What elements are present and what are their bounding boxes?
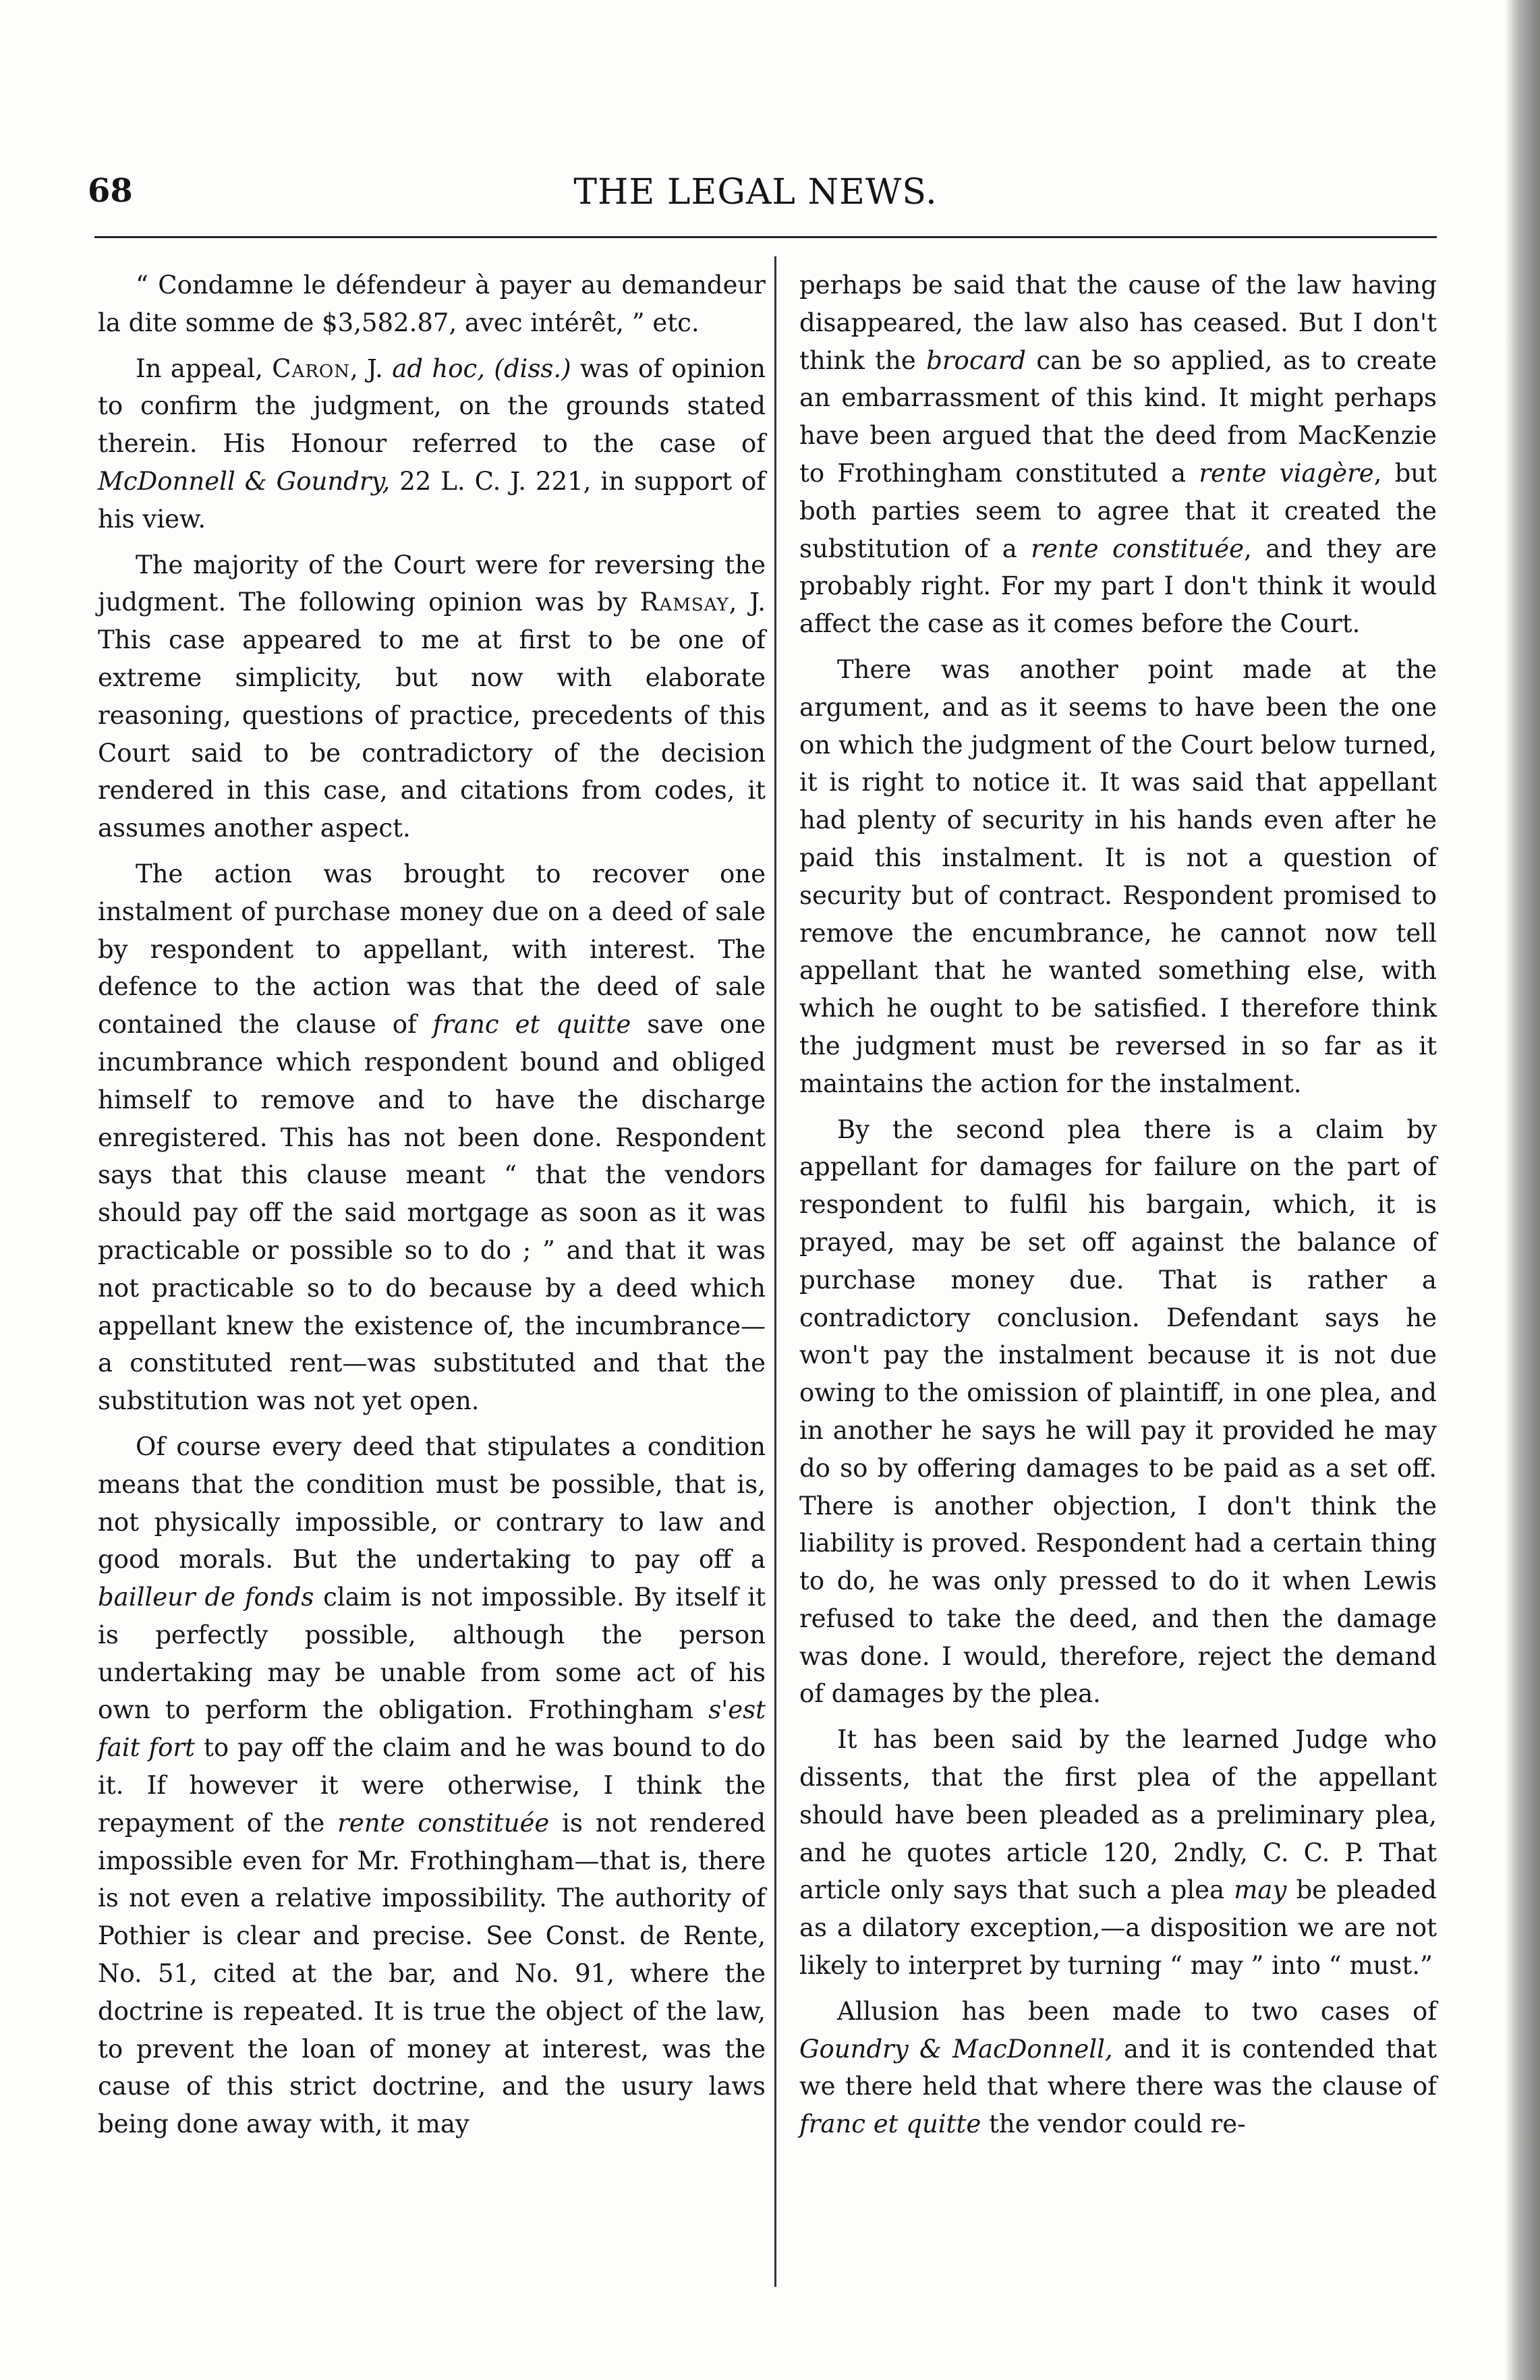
scan-edge-shadow: [1505, 0, 1540, 2380]
paragraph: By the second plea there is a claim by appellant for damages for failure on the part of respondent to fulfil his bargain, which, it is prayed, may be set off against the balance of purchase money due. That is rather a contradictory conclusion. Defendant says he won't pay the instalment because it is not due owing to the omission of plaintiff, in one plea, and in another he says he will pay it provided he may do so by offering damages to be paid as a set off. There is another objection, I don't think the liability is proved. Respondent had a certain thing to do, he was only pressed to do it when Lewis refused to take the deed, and then the damage was done. I would, therefore, reject the demand of damages by the plea.: [799, 1114, 1437, 1709]
paragraph: Of course every deed that stipulates a condition means that the condition must be possible, that is, not physically impossible, or contrary to law and good morals. But the undertaking to pay off a bailleur de fonds claim is not impossible. By itself it is perfectly possible, although the person undertaking may be unable from some act of his own to perform the obligation. Frothingham s'est fait fort to pay off the claim and he was bound to do it. If however it were otherwise, I think the repayment of the rente constituée is not rendered impossible even for Mr. Frothingham—that is, there is not even a relative impossibility. The authority of Pothier is clear and precise. See Const. de Rente, No. 51, cited at the bar, and No. 91, where the doctrine is repeated. It is true the object of the law, to prevent the loan of money at interest, was the cause of this strict doctrine, and the usury laws being done away with, it may: [98, 1432, 766, 2139]
paragraph: There was another point made at the argument, and as it seems to have been the one on which the judgment of the Court below turned, it is right to notice it. It was said that appellant had plenty of security in his hands even after he paid this instalment. It is not a question of security but of contract. Respondent promised to remove the encumbrance, he cannot now tell appellant that he wanted something else, with which he ought to be satisfied. I therefore think the judgment must be reversed in so far as it maintains the action for the instalment.: [799, 654, 1437, 1098]
paragraph: “ Condamne le défendeur à payer au demandeur la dite somme de $3,582.87, avec intérêt, ” etc.: [98, 271, 766, 337]
column-divider: [774, 256, 776, 2287]
header-rule: [94, 236, 1437, 238]
paragraph: It has been said by the learned Judge who dissents, that the first plea of the appellant should have been pleaded as a preliminary plea, and he quotes article 120, 2ndly, C. C. P. That article only says that such a plea may be pleaded as a dilatory exception,—a disposition we are not likely to interpret by turning “ may ” into “ must.”: [799, 1725, 1437, 1981]
left-column: [98, 266, 766, 2151]
paragraph: In appeal, Caron, J. ad hoc, (diss.) was of opinion to confirm the judgment, on the grounds stated therein. His Honour referred to the case of McDonnell & Goundry, 22 L. C. J. 221, in support of his view.: [98, 353, 766, 534]
paragraph: The majority of the Court were for reversing the judgment. The following opinion was by Ramsay, J. This case appeared to me at first to be one of extreme simplicity, but now with elaborate reasoning, questions of practice, precedents of this Court said to be contradictory of the decision rendered in this case, and citations from codes, it assumes another aspect.: [98, 550, 766, 843]
right-column: [799, 266, 1437, 2151]
paragraph: perhaps be said that the cause of the law having disappeared, the law also has ceased. But I don't think the brocard can be so applied, as to create an embarrassment of this kind. It might perhaps have been argued that the deed from MacKenzie to Frothingham constituted a rente viagère, but both parties seem to agree that it created the substitution of a rente constituée, and they are probably right. For my part I don't think it would affect the case as it comes before the Court.: [799, 271, 1437, 639]
paragraph: The action was brought to recover one instalment of purchase money due on a deed of sale by respondent to appellant, with interest. The defence to the action was that the deed of sale contained the clause of franc et quitte save one incumbrance which respondent bound and obliged himself to remove and to have the discharge enregistered. This has not been done. Respondent says that this clause meant “ that the vendors should pay off the said mortgage as soon as it was practicable or possible so to do ; ” and that it was not practicable so to do because by a deed which appellant knew the existence of, the incumbrance—a constituted rent—was substituted and that the substitution was not yet open.: [98, 859, 766, 1416]
page-header: [88, 172, 1423, 226]
page-number: 68: [88, 172, 133, 210]
running-title: THE LEGAL NEWS.: [573, 172, 938, 213]
paragraph: Allusion has been made to two cases of Goundry & MacDonnell, and it is contended that we there held that where there was the clause of franc et quitte the vendor could re-: [799, 1996, 1437, 2139]
